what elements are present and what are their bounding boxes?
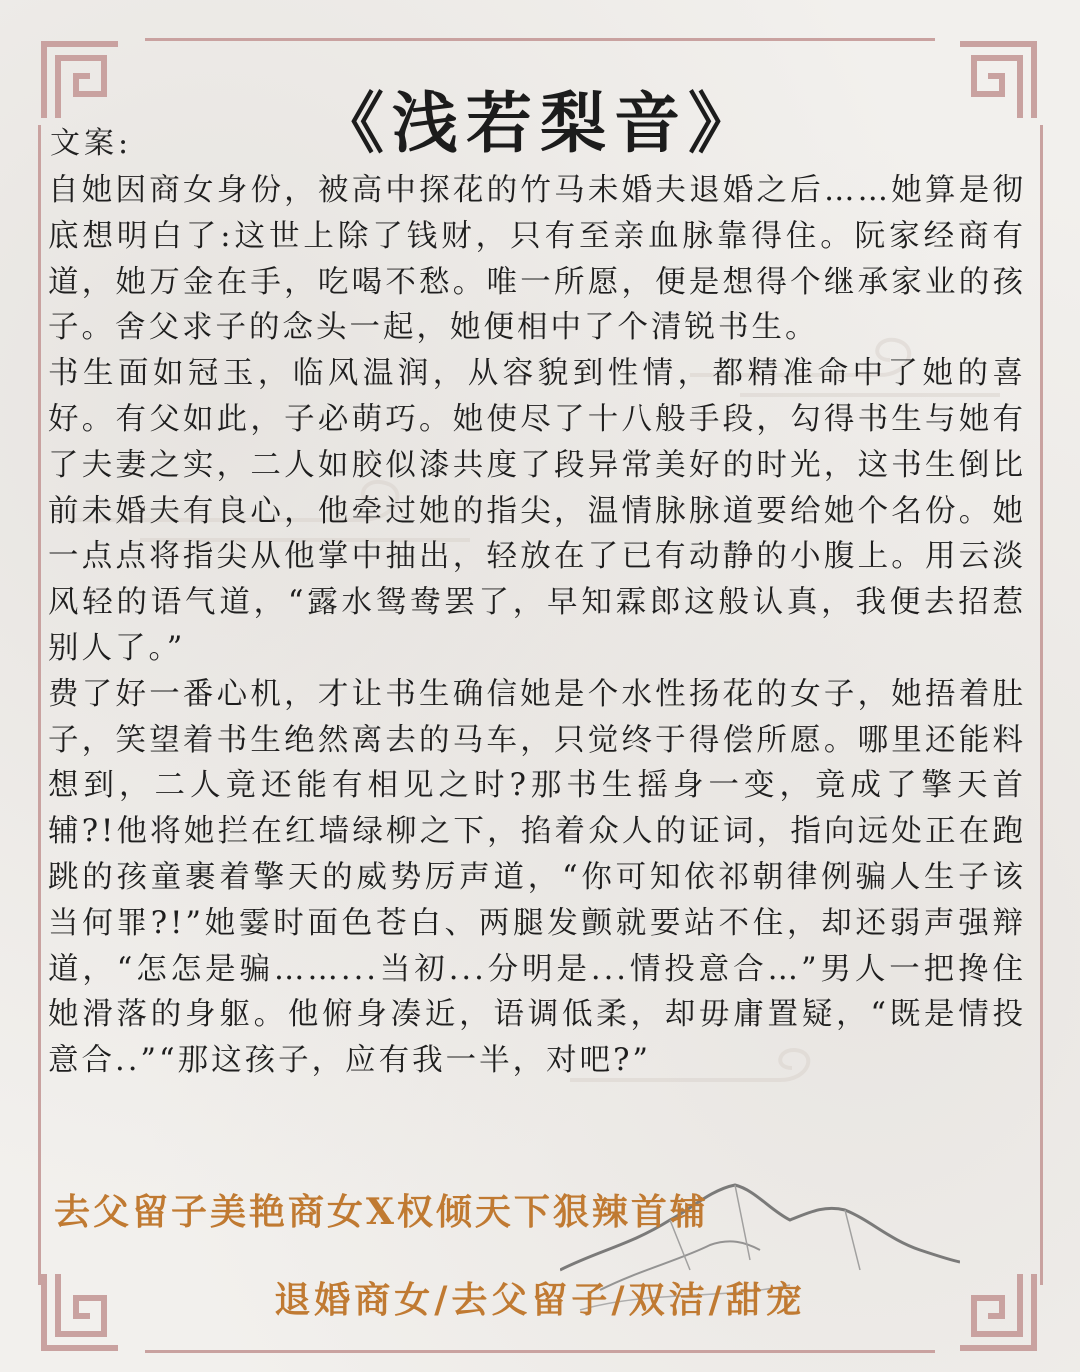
genre-tags: 退婚商女/去父留子/双洁/甜宠: [274, 1279, 806, 1321]
book-title: 《浅若梨音》: [318, 84, 762, 162]
synopsis-label: 文案:: [50, 126, 133, 161]
border-left: [38, 125, 41, 1285]
synopsis-body: [48, 168, 1026, 1084]
border-right: [1040, 125, 1043, 1285]
border-bottom: [145, 1350, 935, 1353]
synopsis-paragraph-3: 费了好一番心机，才让书生确信她是个水性扬花的女子，她捂着肚子，笑望着书生绝然离去的马车，只觉终于得偿所愿。哪里还能料想到，二人竟还能有相见之时?那书生摇身一变，竟成了擎天首辅?!他将她拦在红墙绿柳之下，掐着众人的证词，指向远处正在跑跳的孩童裹着擎天的威势厉声道，“你可知依祁朝律例骗人生子该当何罪?!”她霎时面色苍白、两腿发颤就要站不住，却还弱声强辩道，“怎怎是骗……...当初...分明是...情投意合…”男人一把搀住她滑落的身躯。他俯身凑近，语调低柔，却毋庸置疑，“既是情投意合..”“那这孩子，应有我一半，对吧?”: [48, 676, 1026, 1079]
synopsis-paragraph-1: 自她因商女身份，被高中探花的竹马未婚夫退婚之后……她算是彻底想明白了:这世上除了钱财，只有至亲血脉靠得住。阮家经商有道，她万金在手，吃喝不愁。唯一所愿，便是想得个继承家业的孩子。舍父求子的念头一起，她便相中了个清锐书生。: [48, 173, 1026, 346]
tagline: 去父留子美艳商女X权倾天下狠辣首辅: [54, 1191, 709, 1233]
border-top: [145, 38, 935, 41]
synopsis-paragraph-2: 书生面如冠玉，临风温润，从容貌到性情，都精准命中了她的喜好。有父如此，子必萌巧。她使尽了十八般手段，勾得书生与她有了夫妻之实，二人如胶似漆共度了段异常美好的时光，这书生倒比前未婚夫有良心，他牵过她的指尖，温情脉脉道要给她个名份。她一点点将指尖从他掌中抽出，轻放在了已有动静的小腹上。用云淡风轻的语气道，“露水鸳鸯罢了，早知霖郎这般认真，我便去招惹别人了。”: [48, 356, 1026, 666]
